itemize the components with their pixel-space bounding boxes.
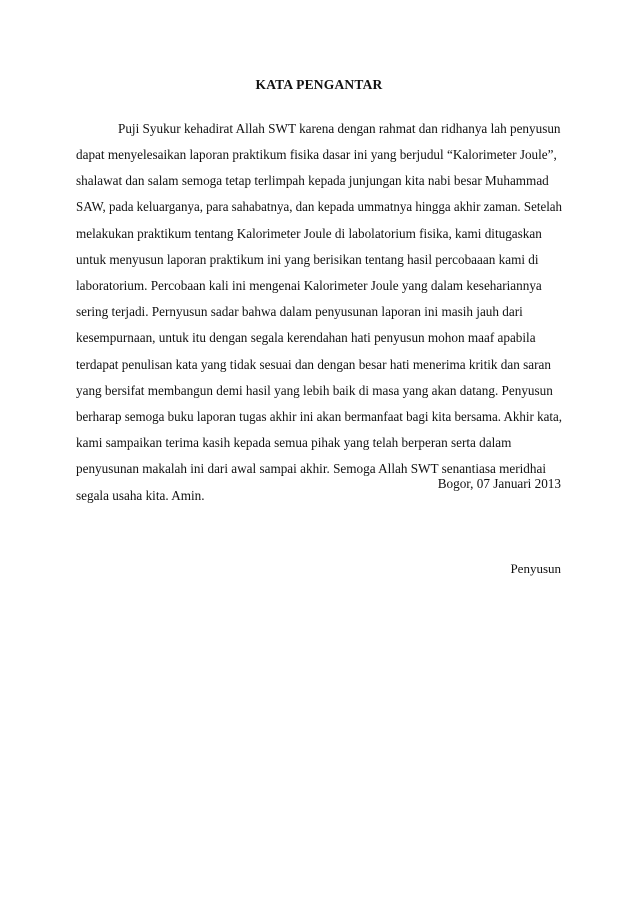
paragraph-line: dapat menyelesaikan laporan praktikum fisika dasar ini yang berjudul “Kalorimeter Joule”,	[76, 147, 557, 162]
paragraph-line: laboratorium. Percobaan kali ini mengenai Kalorimeter Joule yang dalam kesehariannya	[76, 278, 542, 293]
paragraph-line: terdapat penulisan kata yang tidak sesuai dan dengan besar hati menerima kritik dan saran	[76, 357, 551, 372]
paragraph-line: segala usaha kita. Amin.	[76, 488, 205, 503]
paragraph-line: SAW, pada keluarganya, para sahabatnya, dan kepada ummatnya hingga akhir zaman. Setelah	[76, 199, 563, 214]
paragraph-line: yang bersifat membangun demi hasil yang lebih baik di masa yang akan datang. Penyusun	[76, 383, 553, 398]
paragraph-line: kesempurnaan, untuk itu dengan segala kerendahan hati penyusun mohon maaf apabila	[76, 330, 536, 345]
place-date: Bogor, 07 Januari 2013	[437, 476, 561, 491]
page-title: KATA PENGANTAR	[255, 77, 383, 92]
paragraph-line: kami sampaikan terima kasih kepada semua pihak yang telah berperan serta dalam	[76, 435, 512, 450]
paragraph-line: melakukan praktikum tentang Kalorimeter Joule di labolatorium fisika, kami ditugaskan	[76, 226, 542, 241]
paragraph-line: berharap semoga buku laporan tugas akhir ini akan bermanfaat bagi kita bersama. Akhir kata,	[76, 409, 562, 424]
signer-name: Penyusun	[510, 561, 561, 576]
paragraph-line: sering terjadi. Pernyusun sadar bahwa dalam penyusunan laporan ini masih jauh dari	[76, 304, 523, 319]
paragraph-line: penyusunan makalah ini dari awal sampai akhir. Semoga Allah SWT senantiasa meridhai	[76, 461, 546, 476]
paragraph-line: untuk menyusun laporan praktikum ini yang berisikan tentang hasil percobaaan kami di	[76, 252, 539, 267]
paragraph-line: shalawat dan salam semoga tetap terlimpah kepada junjungan kita nabi besar Muhammad	[76, 173, 549, 188]
paragraph-line: Puji Syukur kehadirat Allah SWT karena dengan rahmat dan ridhanya lah penyusun	[118, 121, 561, 136]
